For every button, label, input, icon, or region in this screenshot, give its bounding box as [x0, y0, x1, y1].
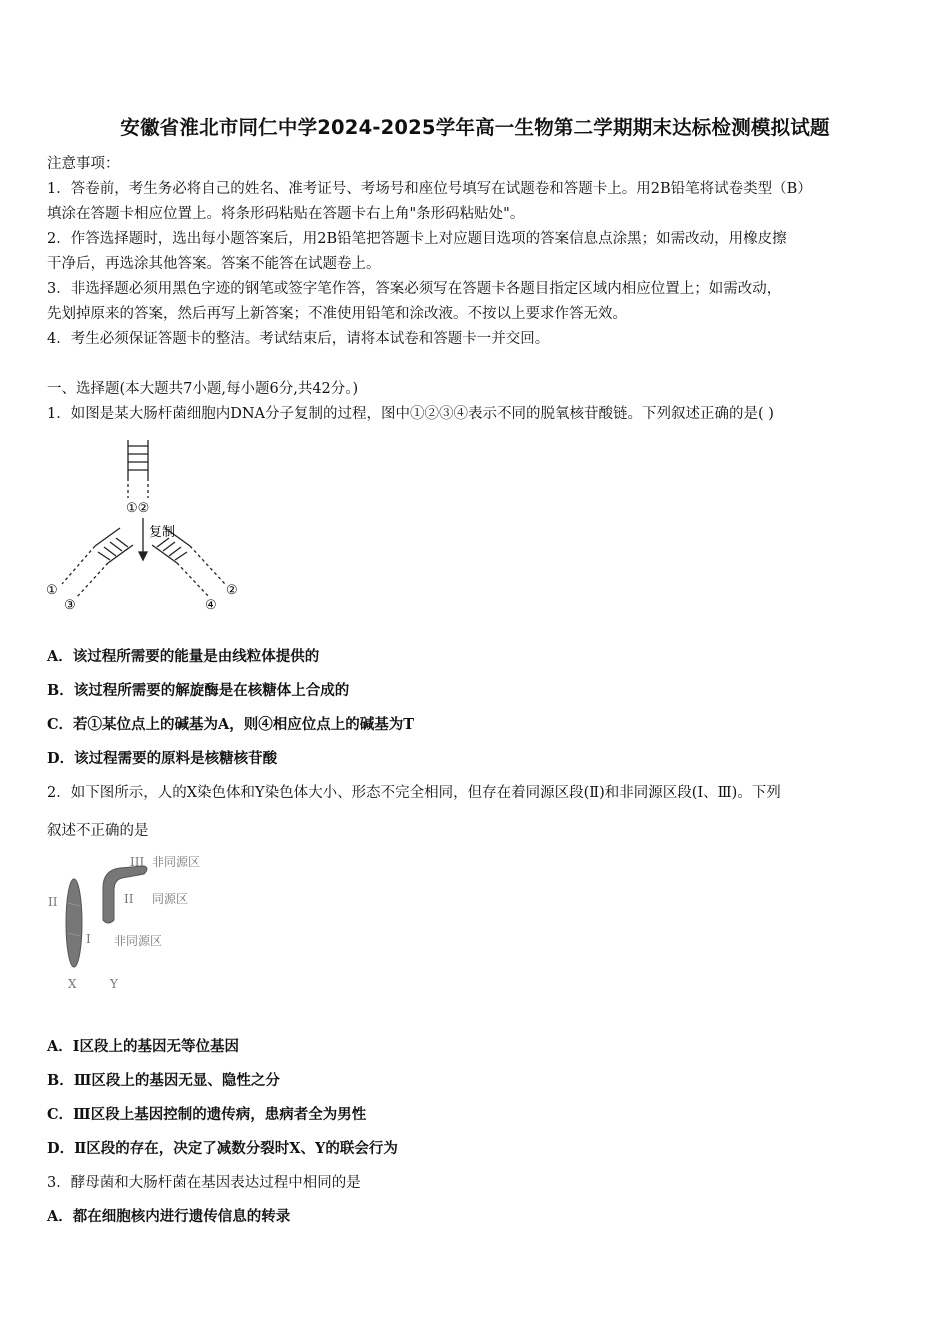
notice-heading: 注意事项： [47, 156, 120, 172]
question-2-stem: 2．如下图所示，人的X染色体和Y染色体大小、形态不完全相同，但存在着同源区段(Ⅱ)和非同源区段(Ⅰ、Ⅲ)。下列 [47, 785, 781, 801]
notice-line: 填涂在答题卡相应位置上。将条形码粘贴在答题卡右上角"条形码粘贴处"。 [47, 206, 525, 222]
question-2-stem-cont: 叙述不正确的是 [47, 823, 149, 839]
label-III: III [130, 855, 145, 869]
notice-line: 2．作答选择题时，选出每小题答案后，用2B铅笔把答题卡上对应题目选项的答案信息点涂黑；如需改动，用橡皮擦 [47, 231, 787, 247]
label-I: I [86, 932, 91, 946]
label-II-text: 同源区 [152, 892, 189, 906]
q3-option-a: A．都在细胞核内进行遗传信息的转录 [47, 1208, 291, 1225]
q1-option-b: B．该过程所需要的解旋酶是在核糖体上合成的 [47, 682, 350, 699]
dna-replication-figure [40, 428, 250, 618]
q1-option-a: A．该过程所需要的能量是由线粒体提供的 [47, 648, 320, 665]
q2-option-c: C．Ⅲ区段上基因控制的遗传病，患病者全为男性 [47, 1106, 367, 1123]
replication-label: 复制 [149, 525, 176, 540]
q2-option-a: A．Ⅰ区段上的基因无等位基因 [47, 1038, 240, 1055]
top-strand-labels: ①② [126, 501, 150, 516]
question-1-stem: 1．如图是某大肠杆菌细胞内DNA分子复制的过程，图中①②③④表示不同的脱氧核苷酸链。下列叙述正确的是( ) [47, 406, 774, 422]
question-3-stem: 3．酵母菌和大肠杆菌在基因表达过程中相同的是 [47, 1175, 361, 1191]
strand-label-4: ④ [205, 598, 217, 613]
notice-line: 4．考生必须保证答题卡的整洁。考试结束后，请将本试卷和答题卡一并交回。 [47, 331, 550, 347]
q1-option-c: C．若①某位点上的碱基为A，则④相应位点上的碱基为T [47, 716, 415, 733]
label-II-left: II [48, 895, 58, 909]
section-heading: 一、选择题(本大题共7小题,每小题6分,共42分。) [47, 381, 359, 397]
q1-option-d: D．该过程需要的原料是核糖核苷酸 [47, 750, 278, 767]
notice-line: 3．非选择题必须用黑色字迹的钢笔或签字笔作答，答案必须写在答题卡各题目指定区域内相应位置上；如需改动， [47, 281, 782, 297]
notice-line: 先划掉原来的答案，然后再写上新答案；不准使用铅笔和涂改液。不按以上要求作答无效。 [47, 306, 627, 322]
strand-label-2: ② [226, 583, 238, 598]
notice-line: 干净后，再选涂其他答案。答案不能答在试题卷上。 [47, 256, 381, 272]
strand-label-1: ① [46, 583, 58, 598]
notice-line: 1．答卷前，考生务必将自己的姓名、准考证号、考场号和座位号填写在试题卷和答题卡上。用2B铅笔将试卷类型（B） [47, 181, 812, 197]
q2-option-d: D．Ⅱ区段的存在，决定了减数分裂时X、Y的联会行为 [47, 1140, 398, 1157]
label-I-text: 非同源区 [114, 934, 163, 948]
strand-label-3: ③ [64, 598, 76, 613]
q2-option-b: B．Ⅲ区段上的基因无显、隐性之分 [47, 1072, 280, 1089]
page-title: 安徽省淮北市同仁中学2024-2025学年高一生物第二学期期末达标检测模拟试题 [120, 116, 830, 139]
label-II: II [124, 892, 134, 906]
xy-chromosome-figure [40, 848, 240, 998]
label-Y: Y [110, 977, 118, 991]
label-X: X [68, 977, 77, 991]
label-III-text: 非同源区 [152, 855, 201, 869]
